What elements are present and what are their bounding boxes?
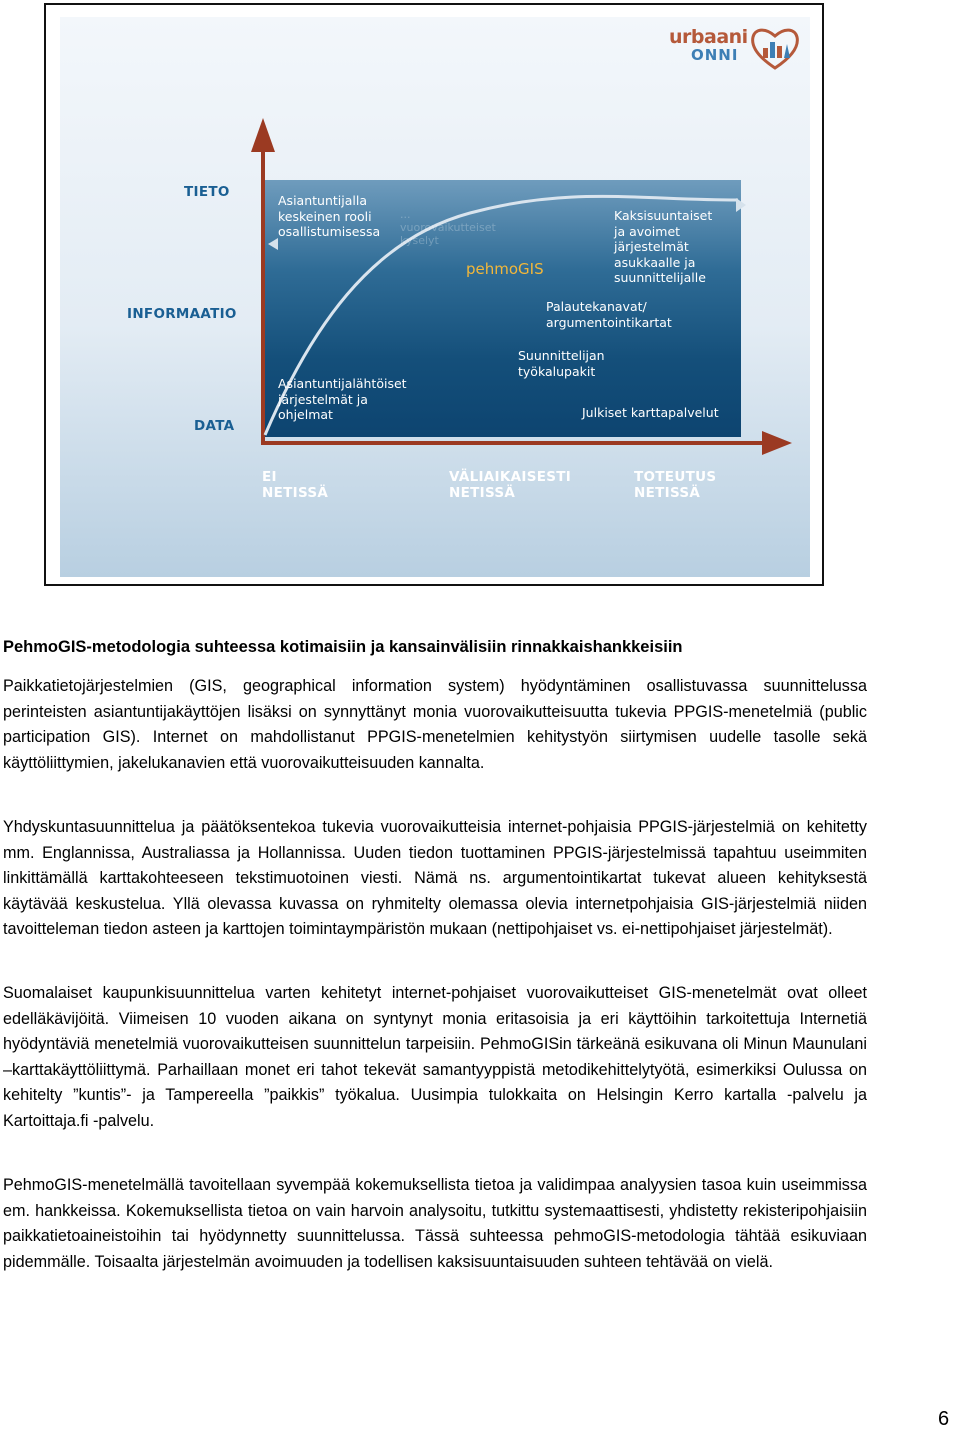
label-pehmogis: pehmoGIS xyxy=(466,260,544,278)
level-label-informaatio: INFORMAATIO xyxy=(127,306,237,322)
label-feedback-channels: Palautekanavat/ argumentointikartat xyxy=(546,299,672,330)
paragraph-1: Paikkatietojärjestelmien (GIS, geographical information system) hyödyntäminen osallistuvassa suunnittelussa perinteisten asiantuntijakäyttöjen lisäksi on synnyttänyt monia vuorovaikutteisuutta tukevia PPGIS-menetelmiä (public participation GIS). Internet on mahdollistanut PPGIS-menetelmien kehitystyön siirtymisen uudelle tasolle sekä käyttöliittymien, jakelukanavien että vuorovaikutteisuuden kannalta. xyxy=(3,677,867,772)
label-public-map-services: Julkiset karttapalvelut xyxy=(582,405,719,420)
x-label-valiaikaisesti-netissa: VÄLIAIKAISESTI NETISSÄ xyxy=(449,469,572,501)
logo-text-onni: ONNI xyxy=(691,46,739,64)
pointer-right xyxy=(736,198,746,212)
level-label-tieto: TIETO xyxy=(184,184,230,200)
page-number: 6 xyxy=(938,1408,950,1430)
x-label-ei-netissa: EI NETISSÄ xyxy=(262,469,329,501)
y-axis-arrowhead xyxy=(251,118,275,152)
level-label-data: DATA xyxy=(194,418,235,434)
x-label-toteutus-netissa: TOTEUTUS NETISSÄ xyxy=(634,469,717,501)
logo-text-urbaani: urbaani xyxy=(669,26,748,48)
paragraph-3: Suomalaiset kaupunkisuunnittelua varten kehitetyt internet-pohjaiset vuorovaikutteiset GIS-menetelmät ovat olleet edelläkävijöitä. Viimeisen 10 vuoden aikana on syntynyt monia eritasoisia ja eri käyttöihin tarkoitettuja Internetiä hyödyntäviä menetelmiä vuorovaikutteisen suunnittelun tarpeisiin. PehmoGISin tärkeänä esikuvana oli Minun Maunulani –karttakäyttöliittymä. Parhaillaan monet eri tahot tekevät samantyyppistä metodikehittelytyötä, esimerkiksi Oulussa on kehitelty ”kuntis”- ja Tampereella ”paikkis” työkalua. Uusimpia tulokkaita on Helsingin Kerro kartalla -palvelu ja Kartoittaja.fi -palvelu. xyxy=(3,984,867,1130)
urbaani-onni-logo xyxy=(669,24,804,74)
heart-city-icon xyxy=(747,24,803,72)
label-planner-toolkits: Suunnittelijan työkalupakit xyxy=(518,348,605,379)
label-expert-systems: Asiantuntijalähtöiset järjestelmät ja ohjelmat xyxy=(278,376,407,422)
pointer-left xyxy=(268,238,278,250)
label-faint-note: ... vuorovaikutteiset kyselyt xyxy=(400,208,496,247)
diagram-axes xyxy=(0,0,960,600)
paragraph-2: Yhdyskuntasuunnittelua ja päätöksentekoa tukevia vuorovaikutteisia internet-pohjaisia PPGIS-järjestelmiä on kehitetty mm. Englannissa, Australiassa ja Hollannissa. Uuden tiedon tuottaminen PPGIS-järjestelmissä tapahtuu useimmiten linkittämällä karttakohteeseen tekstimuotoinen viesti. Nämä ns. argumentointikartat tukevat alueen kehityksestä käytävää keskustelua. Yllä olevassa kuvassa on ryhmitelty olemassa olevia internetpohjaisia GIS-järjestelmiä niiden tavoitteleman tiedon asteen ja karttojen toimintaympäristön mukaan (nettipohjaiset vs. ei-nettipohjaiset järjestelmät). xyxy=(3,818,867,938)
section-heading: PehmoGIS-metodologia suhteessa kotimaisiin ja kansainvälisiin rinnakkaishankkeisiin xyxy=(3,638,683,656)
label-two-way-systems: Kaksisuuntaiset ja avoimet järjestelmät asukkaalle ja suunnittelijalle xyxy=(614,208,713,285)
label-expert-role: Asiantuntijalla keskeinen rooli osallistumisessa xyxy=(278,193,381,239)
paragraph-4: PehmoGIS-menetelmällä tavoitellaan syvempää kokemuksellista tietoa ja validimpaa analyysien tasoa kuin useimmissa em. hankkeissa. Kokemuksellista tietoa on vain harvoin analysoitu, tutkittu systemaattisesti, yhdistetty rekisteripohjaisiin paikkatietoaineistoihin tai hyödynnetty suunnittelussa. Tässä suhteessa pehmoGIS-metodologia tähtää esikuviaan pidemmälle. Toisaalta järjestelmän avoimuuden ja todellisen kaksisuuntaisuuden suhteen tehtävää on vielä. xyxy=(3,1176,867,1271)
x-axis-arrowhead xyxy=(762,431,792,455)
